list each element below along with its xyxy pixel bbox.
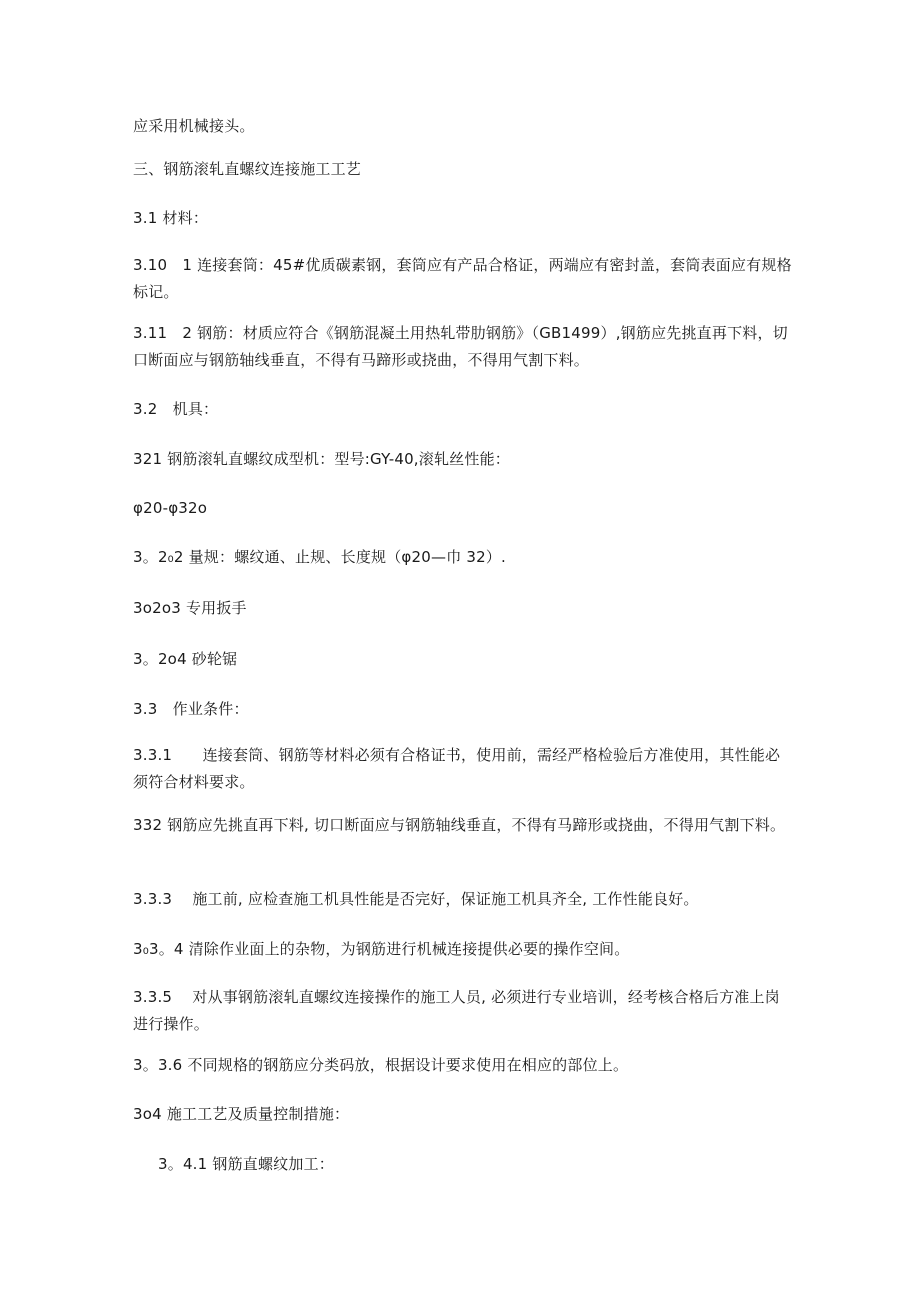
paragraph-3-3-5: 3.3.5 对从事钢筋滚轧直螺纹连接操作的施工人员, 必须进行专业培训，经考核合格后方准上岗进行操作。 bbox=[133, 988, 780, 1033]
section-heading-3: 三、钢筋滚轧直螺纹连接施工工艺 bbox=[133, 160, 362, 178]
heading-3-4-1-thread-processing: 3。4.1 钢筋直螺纹加工： bbox=[158, 1155, 334, 1173]
heading-3-2-tools: 3.2 机具： bbox=[133, 400, 219, 418]
paragraph-3-3-3: 3.3.3 施工前, 应检查施工机具性能是否完好，保证施工机具齐全, 工作性能良好。 bbox=[133, 890, 699, 908]
paragraph-3-11-rebar: 3.11 2 钢筋：材质应符合《钢筋混凝土用热轧带肋钢筋》（GB1499）,钢筋应先挑直再下料，切口断面应与钢筋轴线垂直，不得有马蹄形或挠曲，不得用气割下料。 bbox=[133, 324, 788, 369]
paragraph-diameter-range: φ20-φ32o bbox=[133, 499, 208, 517]
paragraph-322-gauge: 3。2₀2 量规：螺纹通、止规、长度规（φ20—巾 32）. bbox=[133, 548, 507, 566]
paragraph-3-3-6: 3。3.6 不同规格的钢筋应分类码放，根据设计要求使用在相应的部位上。 bbox=[133, 1056, 629, 1074]
paragraph-3-10-sleeve: 3.10 1 连接套筒：45#优质碳素钢，套筒应有产品合格证，两端应有密封盖，套筒表面应有规格标记。 bbox=[133, 256, 792, 301]
paragraph-324-saw: 3。2o4 砂轮锯 bbox=[133, 650, 238, 668]
paragraph-3-3-4: 3₀3。4 清除作业面上的杂物，为钢筋进行机械连接提供必要的操作空间。 bbox=[133, 940, 630, 958]
heading-3-4-process: 3o4 施工工艺及质量控制措施： bbox=[133, 1105, 350, 1123]
heading-3-1-materials: 3.1 材料： bbox=[133, 209, 209, 227]
paragraph-mechanical-joint: 应采用机械接头。 bbox=[133, 117, 255, 135]
paragraph-3-3-1: 3.3.1 连接套筒、钢筋等材料必须有合格证书，使用前，需经严格检验后方准使用，其性能必须符合材料要求。 bbox=[133, 746, 781, 791]
paragraph-332: 332 钢筋应先挑直再下料, 切口断面应与钢筋轴线垂直，不得有马蹄形或挠曲，不得用气割下料。 bbox=[133, 816, 786, 834]
paragraph-323-wrench: 3o2o3 专用扳手 bbox=[133, 599, 247, 617]
heading-3-3-conditions: 3.3 作业条件： bbox=[133, 700, 249, 718]
paragraph-321-machine: 321 钢筋滚轧直螺纹成型机：型号:GY-40,滚轧丝性能： bbox=[133, 450, 510, 468]
